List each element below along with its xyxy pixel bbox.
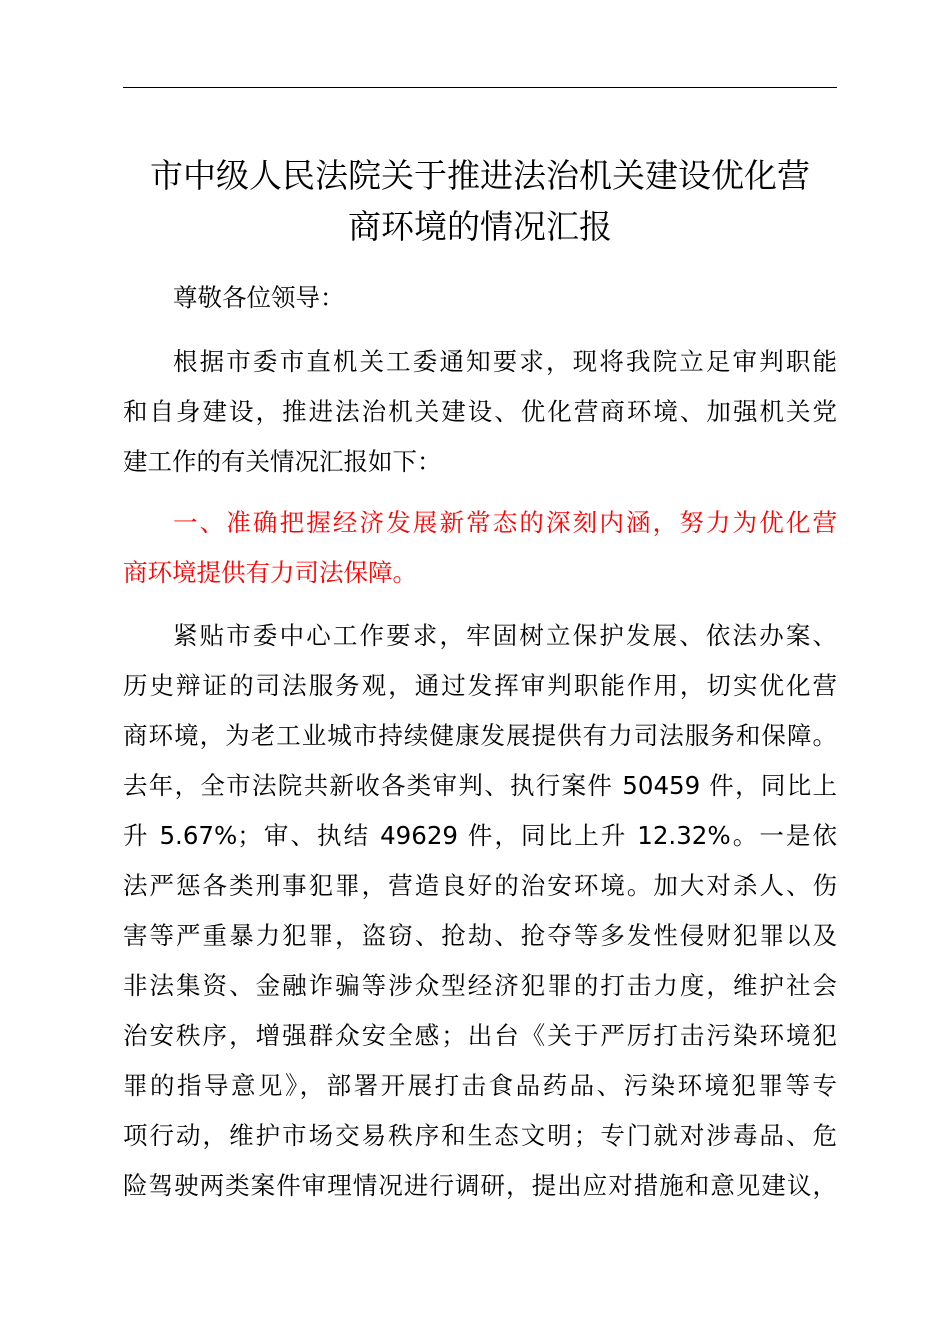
title-line-1: 市中级人民法院关于推进法治机关建设优化营 (150, 156, 810, 195)
body-line-12: 险驾驶两类案件审理情况进行调研，提出应对措施和意见建议， (123, 1171, 837, 1200)
section-1-heading (123, 498, 837, 598)
section-1-heading-line-2: 商环境提供有力司法保障。 (123, 558, 417, 587)
body-line-3: 商环境，为老工业城市持续健康发展提供有力司法服务和保障。 (123, 721, 837, 750)
body-line-8: 非法集资、金融诈骗等涉众型经济犯罪的打击力度，维护社会 (123, 971, 837, 1000)
body-line-4: 去年，全市法院共新收各类审判、执行案件 50459 件，同比上 (123, 771, 837, 800)
body-line-11: 项行动，维护市场交易秩序和生态文明；专门就对涉毒品、危 (123, 1121, 837, 1150)
body-line-7: 害等严重暴力犯罪，盗窃、抢劫、抢夺等多发性侵财犯罪以及 (123, 921, 837, 950)
salutation (123, 273, 837, 323)
intro-line-1: 根据市委市直机关工委通知要求，现将我院立足审判职能 (173, 347, 837, 376)
body-line-9: 治安秩序，增强群众安全感；出台《关于严厉打击污染环境犯 (123, 1021, 837, 1050)
section-1-heading-line-1: 一、准确把握经济发展新常态的深刻内涵，努力为优化营 (173, 508, 837, 537)
salutation-text: 尊敬各位领导： (173, 283, 345, 312)
body-line-6: 法严惩各类刑事犯罪，营造良好的治安环境。加大对杀人、伤 (123, 871, 837, 900)
intro-line-2: 和自身建设，推进法治机关建设、优化营商环境、加强机关党 (123, 397, 837, 426)
body-line-5: 升 5.67%；审、执结 49629 件，同比上升 12.32%。一是依 (123, 821, 837, 850)
body-line-1: 紧贴市委中心工作要求，牢固树立保护发展、依法办案、 (173, 621, 837, 650)
body-line-10: 罪的指导意见》，部署开展打击食品药品、污染环境犯罪等专 (123, 1071, 837, 1100)
title-line-2: 商环境的情况汇报 (348, 207, 612, 246)
intro-paragraph (123, 337, 837, 487)
body-paragraph (123, 611, 837, 1211)
header-rule (123, 87, 837, 88)
intro-line-3: 建工作的有关情况汇报如下： (123, 447, 442, 476)
body-line-2: 历史辩证的司法服务观，通过发挥审判职能作用，切实优化营 (123, 671, 837, 700)
document-title (123, 150, 837, 252)
